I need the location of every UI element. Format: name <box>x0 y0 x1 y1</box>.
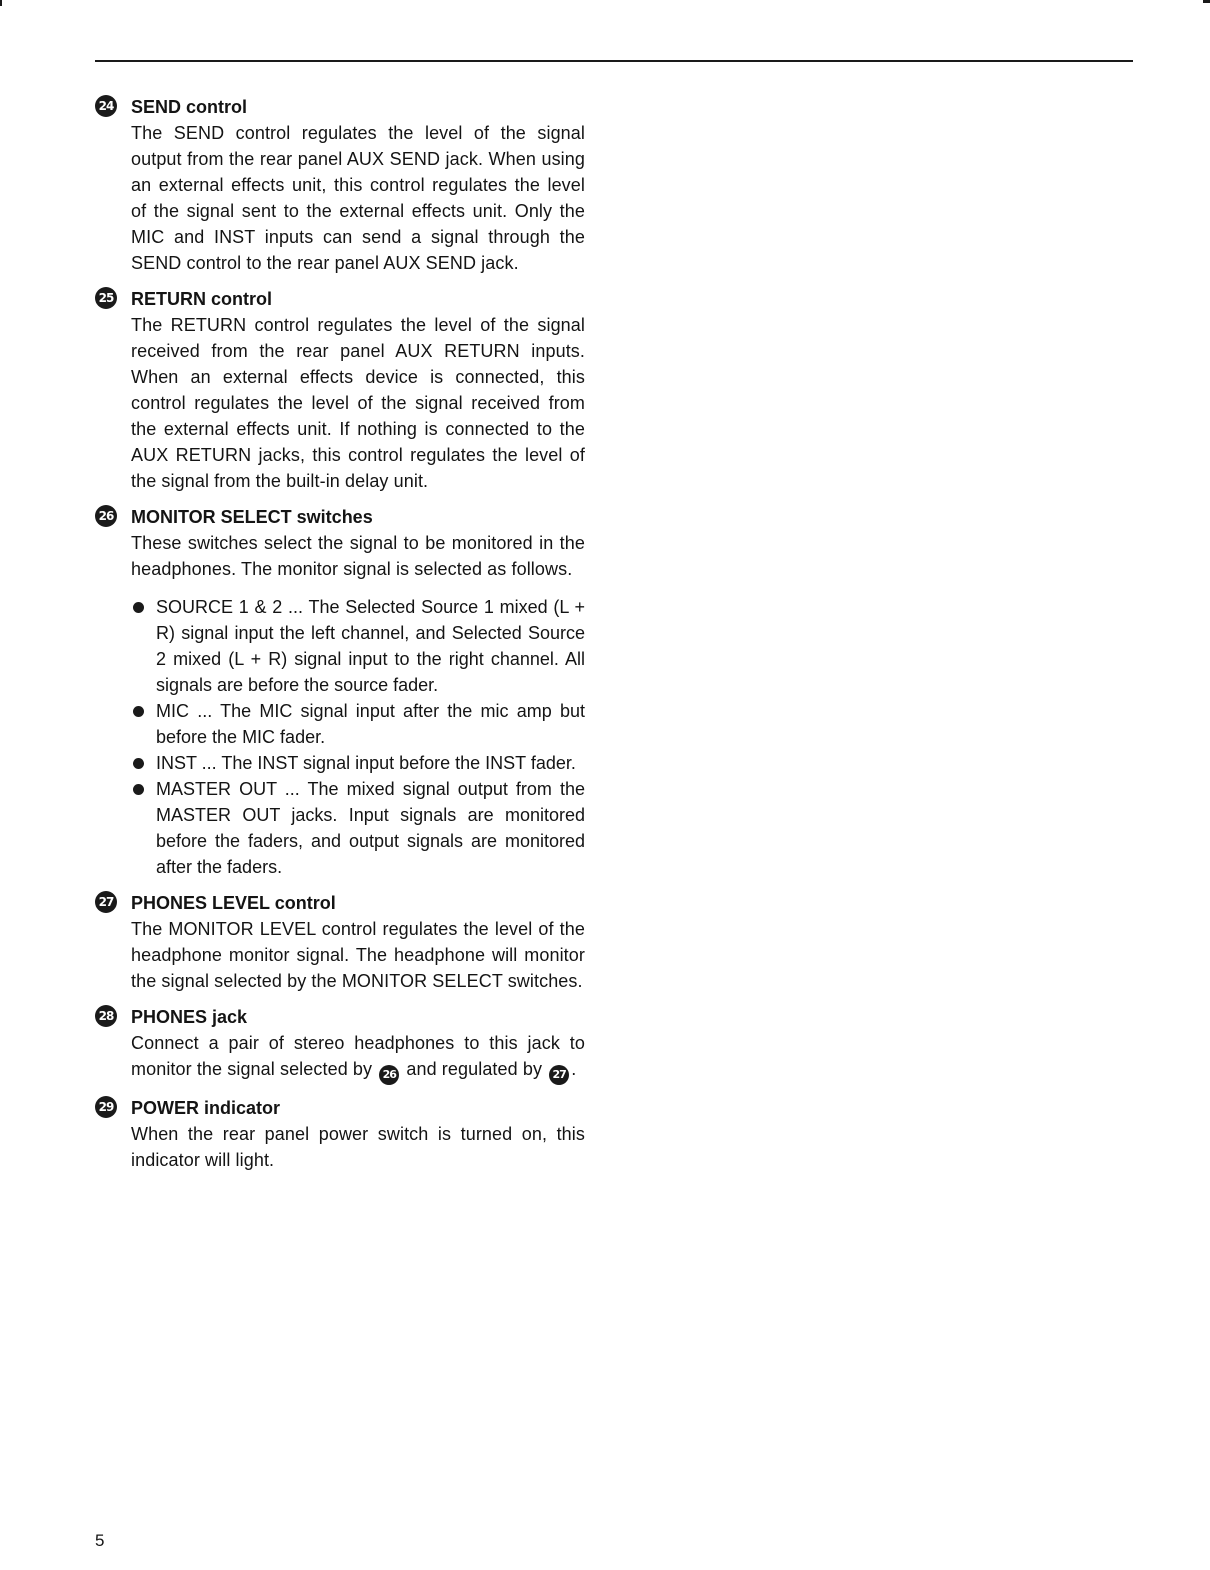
list-item <box>131 776 585 880</box>
list-item-text: MASTER OUT ... The mixed signal output from the MASTER OUT jacks. Input signals are monitored before the faders, and output signals are monitored after the faders. <box>156 779 585 877</box>
item-number-badge: 25 <box>95 287 117 309</box>
bullet-dot-icon <box>133 602 144 613</box>
bullet-dot-icon <box>133 784 144 795</box>
scan-corner-mark <box>0 0 2 6</box>
section-power-indicator <box>95 1095 585 1173</box>
body-text: Connect a pair of stereo headphones to this jack to monitor the signal selected by <box>131 1033 585 1079</box>
section-body: The SEND control regulates the level of the signal output from the rear panel AUX SEND jack. When using an external effects unit, this control regulates the level of the signal sent to the external effects unit. Only the MIC and INST inputs can send a signal through the SEND control to the rear panel AUX SEND jack. <box>131 123 585 273</box>
section-phones-jack <box>95 1004 585 1085</box>
section-heading: PHONES jack <box>131 1007 248 1027</box>
item-reference-badge: 26 <box>379 1065 399 1085</box>
item-number-badge: 27 <box>95 891 117 913</box>
section-body <box>131 1030 585 1085</box>
item-reference-badge: 27 <box>549 1065 569 1085</box>
section-body: The RETURN control regulates the level of the signal received from the rear panel AUX RETURN inputs. When an external effects device is connected, this control regulates the level of the signal received from the external effects unit. If nothing is connected to the AUX RETURN jacks, this control regulates the level of the signal from the built-in delay unit. <box>131 315 585 491</box>
monitor-options-list <box>131 594 585 880</box>
item-number-badge: 26 <box>95 505 117 527</box>
list-item <box>131 594 585 698</box>
item-number-badge: 24 <box>95 95 117 117</box>
section-heading: RETURN control <box>131 289 272 309</box>
section-phones-level <box>95 890 585 994</box>
section-body: These switches select the signal to be monitored in the headphones. The monitor signal is selected as follows. <box>131 533 585 579</box>
header-rule <box>95 60 1133 62</box>
bullet-dot-icon <box>133 758 144 769</box>
section-heading: POWER indicator <box>131 1098 281 1118</box>
section-monitor-select <box>95 504 585 880</box>
section-heading: MONITOR SELECT switches <box>131 507 373 527</box>
list-item-text: INST ... The INST signal input before the INST fader. <box>156 753 576 773</box>
list-item <box>131 750 585 776</box>
list-item-text: MIC ... The MIC signal input after the mic amp but before the MIC fader. <box>156 701 585 747</box>
bullet-dot-icon <box>133 706 144 717</box>
list-item <box>131 698 585 750</box>
scan-corner-mark <box>1203 0 1210 3</box>
body-text: and regulated by <box>406 1059 543 1079</box>
content-column <box>95 94 585 1183</box>
section-body: The MONITOR LEVEL control regulates the level of the headphone monitor signal. The headphone will monitor the signal selected by the MONITOR SELECT switches. <box>131 919 585 991</box>
list-item-text: SOURCE 1 & 2 ... The Selected Source 1 mixed (L + R) signal input the left channel, and Selected Source 2 mixed (L + R) signal input to the right channel. All signals are before the source fader. <box>156 597 585 695</box>
section-heading: SEND control <box>131 97 248 117</box>
body-text: . <box>571 1059 577 1079</box>
section-return-control <box>95 286 585 494</box>
item-number-badge: 29 <box>95 1096 117 1118</box>
item-number-badge: 28 <box>95 1005 117 1027</box>
section-send-control <box>95 94 585 276</box>
section-body: When the rear panel power switch is turned on, this indicator will light. <box>131 1124 585 1170</box>
page-number: 5 <box>95 1531 105 1550</box>
section-heading: PHONES LEVEL control <box>131 893 336 913</box>
